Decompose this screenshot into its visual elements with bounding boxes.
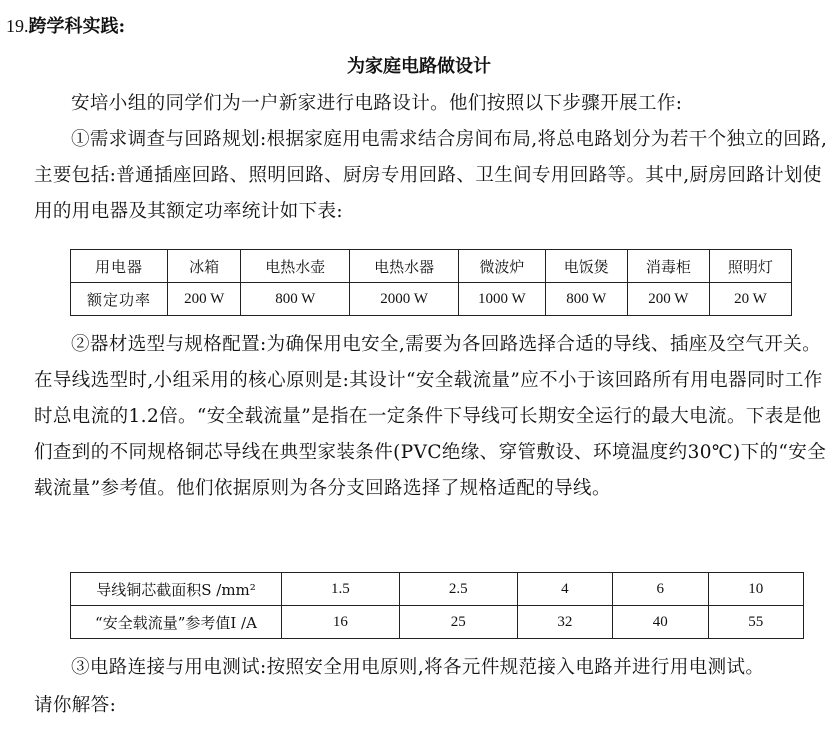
table-row — [71, 606, 804, 639]
step2-paragraph: ②器材选型与规格配置:为确保用电安全,需要为各回路选择合适的导线、插座及空气开关。在导线选型时,小组采用的核心原则是:其设计“安全载流量”应不小于该回路所有用电器同时工作时总电流的1.2倍。“安全载流量”是指在一定条件下导线可长期安全运行的最大电流。下表是他们查到的不同规格铜芯导线在典型家装条件(PVC绝缘、穿管敷设、环境温度约30℃)下的“安全载流量”参考值。他们依据原则为各分支回路选择了规格适配的导线。 — [34, 334, 827, 499]
power-cell: 200 W — [627, 283, 709, 316]
appliance-cell: 电热水壶 — [241, 250, 350, 283]
power-cell: 800 W — [241, 283, 350, 316]
table-header-cell: 导线铜芯截面积S /mm² — [71, 573, 282, 606]
power-cell: 20 W — [709, 283, 791, 316]
current-cell: 25 — [399, 606, 517, 639]
appliance-cell: 照明灯 — [709, 250, 791, 283]
appliance-cell: 电热水器 — [350, 250, 459, 283]
area-cell: 10 — [708, 573, 804, 606]
current-cell: 55 — [708, 606, 804, 639]
page-title: 为家庭电路做设计 — [347, 56, 491, 77]
intro-paragraph: 安培小组的同学们为一户新家进行电路设计。他们按照以下步骤开展工作: — [71, 93, 683, 114]
question-number: 19. — [6, 16, 29, 36]
area-cell: 2.5 — [399, 573, 517, 606]
current-cell: 32 — [517, 606, 612, 639]
area-cell: 4 — [517, 573, 612, 606]
power-cell: 1000 W — [459, 283, 546, 316]
table-row — [71, 283, 792, 316]
appliance-cell: 冰箱 — [168, 250, 241, 283]
appliance-power-table — [70, 249, 792, 316]
current-cell: 40 — [613, 606, 708, 639]
table-row — [71, 573, 804, 606]
area-cell: 1.5 — [282, 573, 400, 606]
table-header-cell: 用电器 — [71, 250, 168, 283]
power-cell: 200 W — [168, 283, 241, 316]
table-header-cell: “安全载流量”参考值I /A — [71, 606, 282, 639]
table-row — [71, 250, 792, 283]
power-cell: 800 W — [545, 283, 627, 316]
step1-paragraph: ①需求调查与回路规划:根据家庭用电需求结合房间布局,将总电路划分为若干个独立的回路,主要包括:普通插座回路、照明回路、厨房专用回路、卫生间专用回路等。其中,厨房回路计划使用的用电器及其额定功率统计如下表: — [34, 129, 828, 222]
appliance-cell: 微波炉 — [459, 250, 546, 283]
question-header — [6, 12, 125, 38]
step3-paragraph: ③电路连接与用电测试:按照安全用电原则,将各元件规范接入电路并进行用电测试。 — [71, 657, 765, 678]
wire-capacity-table — [70, 572, 804, 639]
table-header-cell: 额定功率 — [71, 283, 168, 316]
prompt-text: 请你解答: — [34, 695, 117, 716]
question-category: 跨学科实践: — [28, 16, 126, 37]
area-cell: 6 — [613, 573, 708, 606]
current-cell: 16 — [282, 606, 400, 639]
power-cell: 2000 W — [350, 283, 459, 316]
appliance-cell: 消毒柜 — [627, 250, 709, 283]
appliance-cell: 电饭煲 — [545, 250, 627, 283]
